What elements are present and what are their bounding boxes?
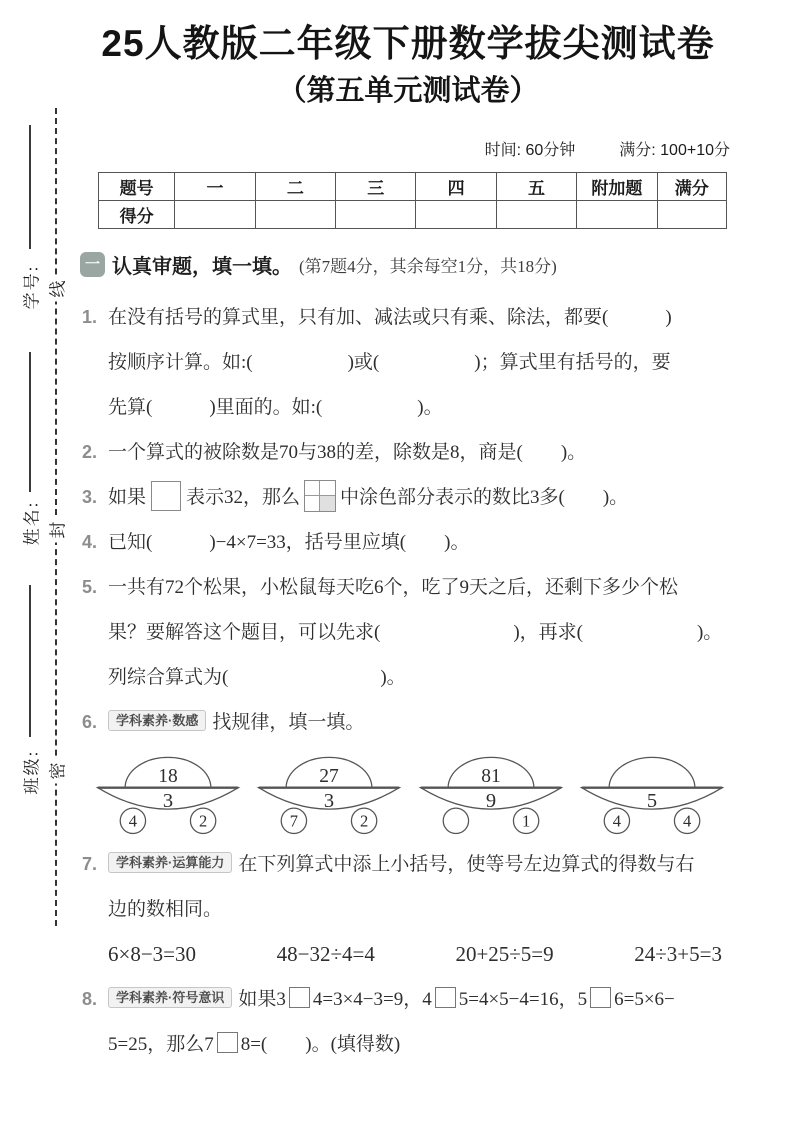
question-2-number: 2.	[82, 442, 98, 462]
question-3-text	[108, 475, 732, 520]
question-3	[84, 475, 732, 520]
shaded-grid-symbol	[304, 480, 336, 512]
competency-badge-computation: 学科素养·运算能力	[108, 852, 232, 873]
operator-box	[590, 987, 611, 1008]
ufo-figure-4	[574, 747, 730, 840]
question-7	[84, 842, 732, 932]
ufo-figure-3	[413, 747, 569, 840]
class-label: 班级:	[22, 749, 42, 795]
operator-box	[435, 987, 456, 1008]
score-cell	[657, 201, 726, 229]
ufo-figures-row	[84, 745, 732, 842]
page-subtitle: （第五单元测试卷）	[277, 75, 539, 107]
question-8-line2-pre: 5=25，那么7	[108, 1034, 214, 1055]
question-2	[84, 430, 732, 475]
expression-2: 48−32÷4=4	[276, 942, 375, 966]
competency-badge-symbol-sense: 学科素养·符号意识	[108, 987, 232, 1008]
ufo-dome-value: 18	[158, 765, 178, 787]
header-part-2: 二	[255, 173, 335, 201]
score-table-header-row	[99, 173, 727, 201]
header-part-3: 三	[336, 173, 416, 201]
question-3-text-post: 中涂色部分表示的数比3多( )。	[340, 487, 629, 508]
question-7-number: 7.	[82, 854, 98, 874]
question-8-seg-3: 5=4×5−4=16，5	[458, 989, 588, 1010]
score-cell	[416, 201, 496, 229]
section-one-header	[80, 250, 732, 279]
section-one-icon: 一	[80, 252, 105, 277]
seal-char-feng: 封	[44, 518, 69, 543]
square-symbol	[151, 481, 181, 511]
ufo-dome-value: 27	[319, 765, 340, 787]
section-one-title: 认真审题，填一填。	[112, 256, 292, 278]
ufo-wheel-left-value: 4	[128, 811, 138, 831]
header-part-1: 一	[175, 173, 255, 201]
score-cell	[496, 201, 576, 229]
ufo-wheel-right-value: 2	[198, 811, 208, 831]
question-5	[84, 565, 732, 700]
question-4	[84, 520, 732, 565]
question-1-line-3: 先算( )里面的。如:( )。	[108, 397, 443, 418]
question-5-line-1: 一共有72个松果，小松鼠每天吃6个，吃了9天之后，还剩下多少个松	[108, 577, 679, 598]
question-3-number: 3.	[82, 487, 98, 507]
expression-3: 20+25÷5=9	[455, 942, 554, 966]
question-8-seg-1: 如果3	[238, 989, 286, 1010]
ufo-wheel-left	[443, 808, 468, 833]
question-6	[84, 700, 732, 745]
score-row-label: 得分	[99, 201, 175, 229]
paper-content	[84, 0, 732, 1067]
ufo-body-value: 5	[646, 790, 658, 813]
score-cell	[255, 201, 335, 229]
question-8-line2-post: 8=( )。(填得数)	[240, 1034, 401, 1055]
page-title: 25人教版二年级下册数学拔尖测试卷	[101, 23, 715, 64]
question-8-seg-2: 4=3×4−3=9，4	[312, 989, 432, 1010]
header-part-5: 五	[496, 173, 576, 201]
exam-meta	[84, 140, 732, 162]
expression-4: 24÷3+5=3	[634, 942, 722, 966]
ufo-dome-value: 81	[480, 765, 501, 787]
score-table	[98, 172, 727, 229]
expression-1: 6×8−3=30	[108, 942, 197, 966]
ufo-wheel-right-value: 4	[682, 811, 692, 831]
grid-cell	[305, 481, 320, 496]
question-8-line-1	[108, 977, 732, 1022]
name-label: 姓名:	[22, 500, 42, 546]
ufo-wheel-left-value: 7	[290, 811, 299, 831]
score-cell	[336, 201, 416, 229]
class-blank-line	[29, 585, 31, 737]
student-id-blank-line	[29, 125, 31, 249]
ufo-wheel-right-value: 2	[360, 811, 369, 831]
ufo-figure-1	[90, 747, 246, 840]
question-4-number: 4.	[82, 532, 98, 552]
ufo-body-value: 9	[485, 790, 496, 813]
time-label: 时间: 60分钟	[484, 142, 576, 159]
full-score-label: 满分: 100+10分	[619, 142, 730, 159]
question-3-text-mid: 表示32，那么	[186, 487, 301, 508]
question-1	[84, 295, 732, 430]
student-id-label: 学号:	[22, 264, 42, 310]
section-one-note: (第7题4分，其余每空1分，共18分)	[299, 257, 557, 276]
header-question-number: 题号	[99, 173, 175, 201]
ufo-figure-2	[251, 747, 407, 840]
ufo-dome	[609, 757, 695, 787]
question-3-text-pre: 如果	[108, 487, 147, 508]
operator-box	[289, 987, 310, 1008]
question-2-text: 一个算式的被除数是70与38的差，除数是8，商是( )。	[108, 442, 587, 463]
score-cell	[577, 201, 657, 229]
question-5-line-2: 果？要解答这个题目，可以先求( )，再求( )。	[108, 622, 723, 643]
grid-cell	[305, 496, 320, 511]
question-6-text: 找规律，填一填。	[212, 712, 365, 733]
competency-badge-number-sense: 学科素养·数感	[108, 710, 206, 731]
ufo-wheel-left-value: 4	[612, 811, 622, 831]
operator-box	[217, 1032, 238, 1053]
grid-cell-shaded	[320, 496, 335, 511]
question-8-line-2	[108, 1022, 732, 1067]
question-1-line-2: 按顺序计算。如:( )或( )；算式里有括号的，要	[108, 352, 671, 373]
question-7-line-2: 边的数相同。	[108, 899, 223, 920]
question-6-number: 6.	[82, 712, 98, 732]
question-5-number: 5.	[82, 577, 98, 597]
question-7-text-1: 在下列算式中添上小括号，使等号左边算式的得数与右	[238, 854, 695, 875]
score-cell	[175, 201, 255, 229]
seal-char-mi: 密	[44, 759, 69, 784]
seal-char-xian: 线	[44, 277, 69, 302]
question-7-expressions	[84, 932, 732, 977]
question-1-number: 1.	[82, 307, 98, 327]
question-8	[84, 977, 732, 1067]
name-blank-line	[29, 352, 31, 492]
question-8-number: 8.	[82, 989, 98, 1009]
ufo-body-value: 3	[162, 790, 174, 813]
ufo-body-value: 3	[324, 790, 335, 813]
question-6-text-line	[108, 700, 732, 745]
header-part-4: 四	[416, 173, 496, 201]
question-1-line-1: 在没有括号的算式里，只有加、减法或只有乘、除法，都要( )	[108, 307, 672, 328]
header-bonus: 附加题	[577, 173, 657, 201]
question-4-text: 已知( )−4×7=33，括号里应填( )。	[108, 532, 470, 553]
question-7-line-1	[108, 842, 732, 887]
score-table-score-row	[99, 201, 727, 229]
header-full-score: 满分	[657, 173, 726, 201]
grid-cell	[320, 481, 335, 496]
question-8-seg-4: 6=5×6−	[614, 989, 675, 1010]
ufo-wheel-right-value: 1	[521, 811, 530, 831]
question-5-line-3: 列综合算式为( )。	[108, 667, 406, 688]
